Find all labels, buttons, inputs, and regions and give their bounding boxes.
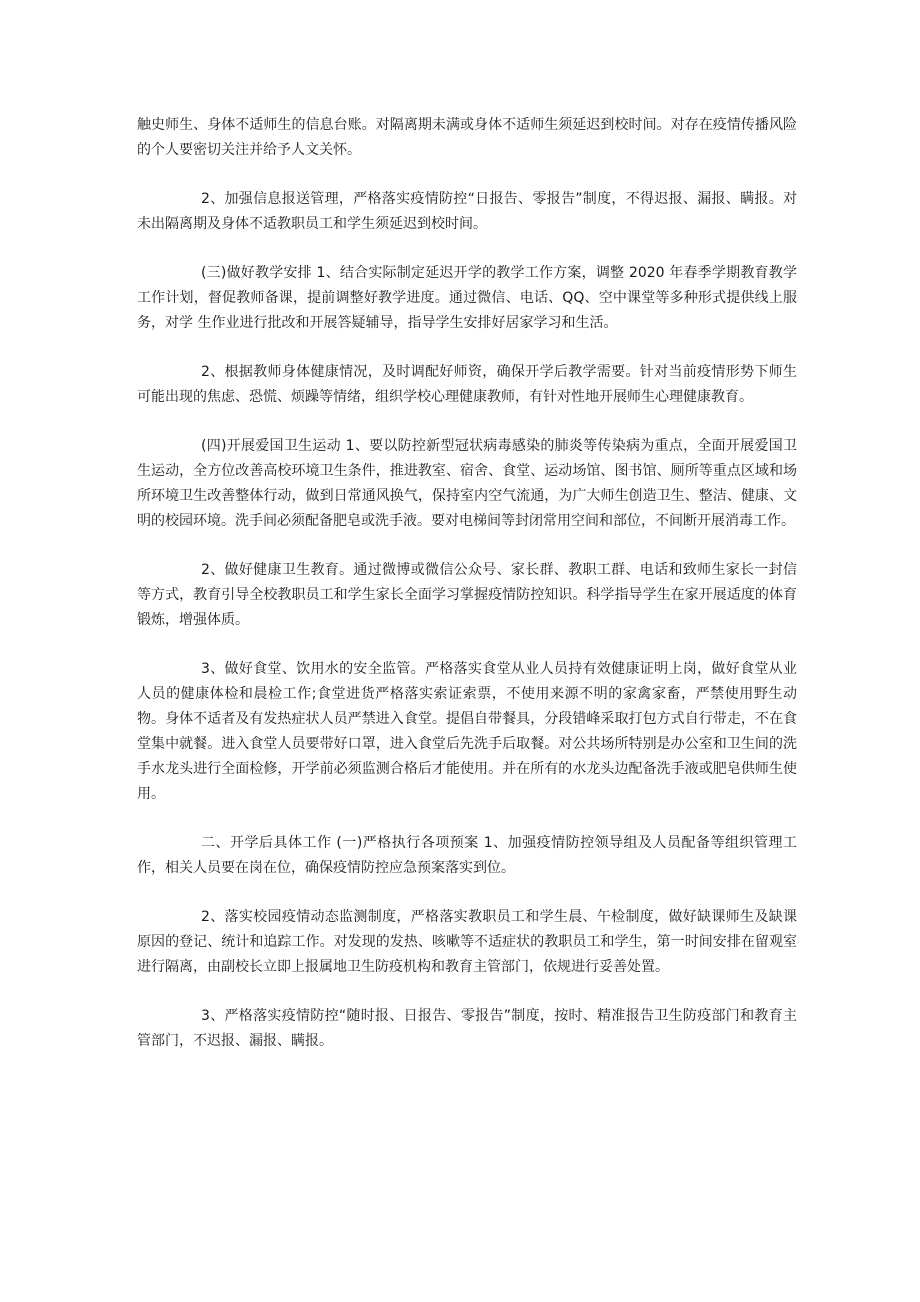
paragraph-teaching-arrangement: (三)做好教学安排 1、结合实际制定延迟开学的教学工作方案，调整 2020 年春季学期教育教学工作计划，督促教师备课，提前调整好教学进度。通过微信、电话、QQ、空中课堂等多种形式提供线上服务，对学 生作业进行批改和开展答疑辅导，指导学生安排好居家学习和生活。 bbox=[137, 265, 797, 331]
paragraph-teacher-allocation: 2、根据教师身体健康情况，及时调配好师资，确保开学后教学需要。针对当前疫情形势下师生可能出现的焦虑、恐慌、烦躁等情绪，组织学校心理健康教师，有针对性地开展师生心理健康教育。 bbox=[137, 364, 797, 405]
paragraph-monitoring-system: 2、落实校园疫情动态监测制度，严格落实教职员工和学生晨、午检制度，做好缺课师生及缺课原因的登记、统计和追踪工作。对发现的发热、咳嗽等不适症状的教职员工和学生，第一时间安排在留观室进行隔离，由副校长立即上报属地卫生防疫机构和教育主管部门，依规进行妥善处置。 bbox=[137, 909, 797, 975]
paragraph-continuation: 触史师生、身体不适师生的信息台账。对隔离期未满或身体不适师生须延迟到校时间。对存在疫情传播风险的个人要密切关注并给予人文关怀。 bbox=[137, 117, 797, 158]
paragraph-health-education: 2、做好健康卫生教育。通过微博或微信公众号、家长群、教职工群、电话和致师生家长一封信等方式，教育引导全校教职员工和学生家长全面学习掌握疫情防控知识。科学指导学生在家开展适度的体育锻炼，增强体质。 bbox=[137, 562, 797, 628]
paragraph-patriotic-hygiene: (四)开展爱国卫生运动 1、要以防控新型冠状病毒感染的肺炎等传染病为重点，全面开展爱国卫生运动，全方位改善高校环境卫生条件，推进教室、宿舍、食堂、运动场馆、图书馆、厕所等重点区域和场所环境卫生改善整体行动，做到日常通风换气，保持室内空气流通，为广大师生创造卫生、整洁、健康、文明的校园环境。洗手间必须配备肥皂或洗手液。要对电梯间等封闭常用空间和部位，不间断开展消毒工作。 bbox=[137, 438, 797, 529]
paragraph-post-opening-work: 二、开学后具体工作 (一)严格执行各项预案 1、加强疫情防控领导组及人员配备等组织管理工作，相关人员要在岗在位，确保疫情防控应急预案落实到位。 bbox=[137, 835, 797, 876]
paragraph-canteen-safety: 3、做好食堂、饮用水的安全监管。严格落实食堂从业人员持有效健康证明上岗，做好食堂从业人员的健康体检和晨检工作;食堂进货严格落实索证索票，不使用来源不明的家禽家畜，严禁使用野生动物。身体不适者及有发热症状人员严禁进入食堂。提倡自带餐具，分段错峰采取打包方式自行带走，不在食堂集中就餐。进入食堂人员要带好口罩，进入食堂后先洗手后取餐。对公共场所特别是办公室和卫生间的洗手水龙头进行全面检修，开学前必须监测合格后才能使用。并在所有的水龙头边配备洗手液或肥皂供师生使用。 bbox=[137, 661, 797, 802]
paragraph-reporting-system: 3、严格落实疫情防控“随时报、日报告、零报告”制度，按时、精准报告卫生防疫部门和教育主管部门，不迟报、漏报、瞒报。 bbox=[137, 1008, 797, 1049]
paragraph-info-reporting: 2、加强信息报送管理，严格落实疫情防控“日报告、零报告”制度，不得迟报、漏报、瞒报。对未出隔离期及身体不适教职员工和学生须延迟到校时间。 bbox=[137, 191, 797, 232]
document-body bbox=[137, 113, 797, 1078]
